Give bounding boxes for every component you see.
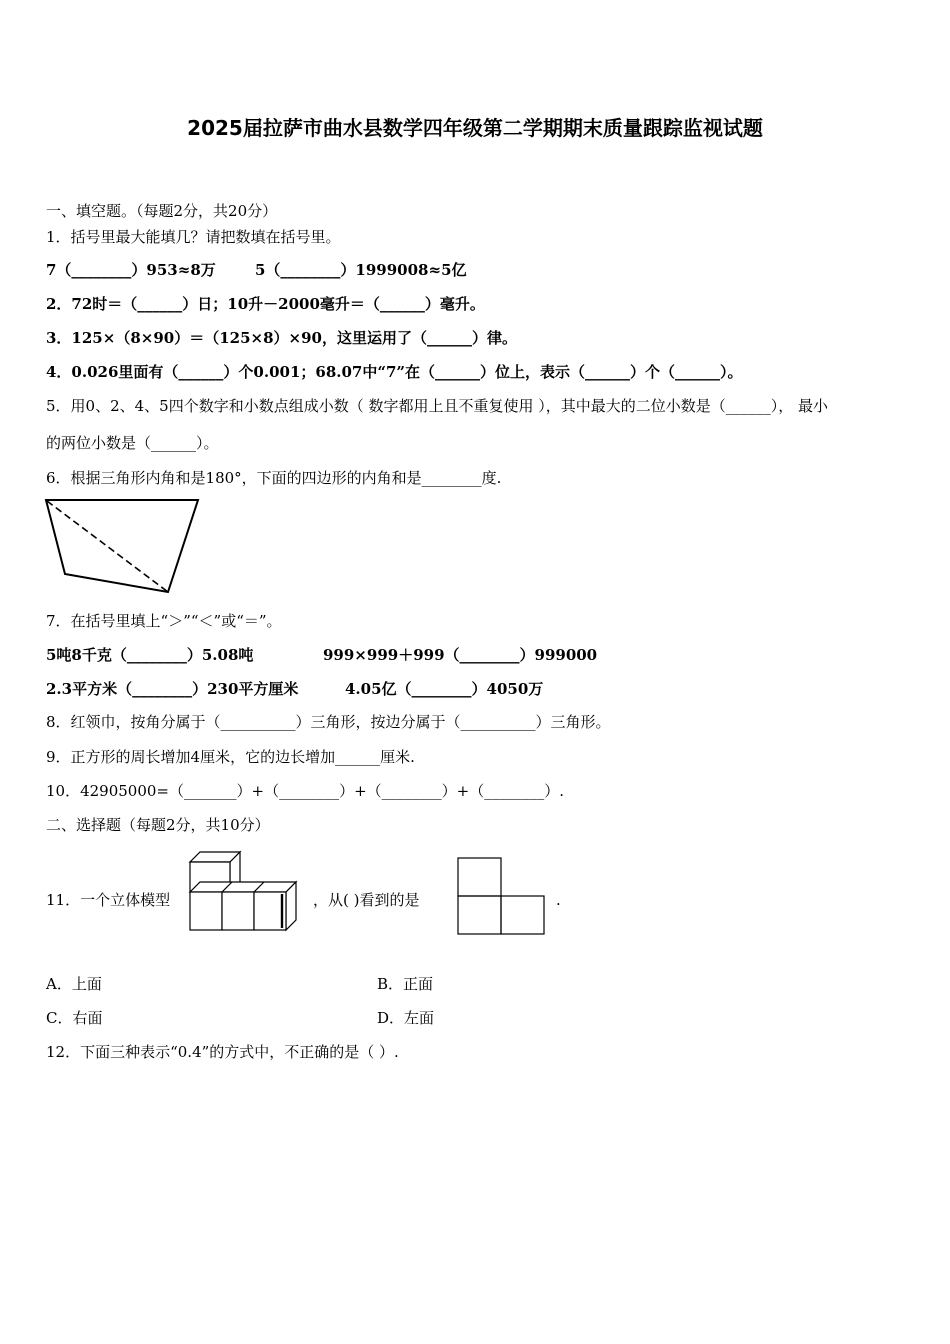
- q10: 10．42905000=（_______）+（________）+（________）+（________）.: [46, 782, 564, 800]
- q11-stem: 11．一个立体模型: [46, 891, 171, 909]
- q1-a: 7（________）953≈8万: [46, 261, 216, 279]
- q6: 6．根据三角形内角和是180°，下面的四边形的内角和是________度.: [46, 469, 502, 487]
- q11-option-d: D．左面: [377, 1009, 435, 1027]
- q8: 8．红领巾，按角分属于（__________）三角形，按边分属于（__________）三角形。: [46, 713, 611, 731]
- q9: 9．正方形的周长增加4厘米，它的边长增加______厘米.: [46, 748, 415, 766]
- q11-mid: ，从( )看到的是: [313, 891, 420, 909]
- q1-stem: 1．括号里最大能填几？请把数填在括号里。: [46, 228, 341, 246]
- cube-model-figure: [188, 848, 300, 934]
- q3: 3．125×（8×90）＝（125×8）×90，这里运用了（______）律。: [46, 329, 517, 347]
- q7-stem: 7．在括号里填上“＞”“＜”或“＝”。: [46, 612, 282, 630]
- q7-a: 5吨8千克（________）5.08吨: [46, 646, 254, 664]
- section-2-heading: 二、选择题（每题2分，共10分）: [46, 816, 270, 834]
- quadrilateral-figure: [44, 497, 202, 595]
- q5-line1: 5．用0、2、4、5四个数字和小数点组成小数（ 数字都用上且不重复使用 ），其中最大的二位小数是（______）， 最小: [46, 397, 829, 415]
- q12: 12．下面三种表示“0.4”的方式中，不正确的是（ ）.: [46, 1043, 399, 1061]
- q11-option-c: C．右面: [46, 1009, 103, 1027]
- q1-b: 5（________）1999008≈5亿: [255, 261, 467, 279]
- q7-b: 999×999＋999（________）999000: [323, 646, 598, 664]
- q11-end: .: [556, 891, 561, 909]
- section-1-heading: 一、填空题。（每题2分，共20分）: [46, 202, 278, 220]
- q5-line2: 的两位小数是（______）。: [46, 434, 219, 452]
- page-title: 2025届拉萨市曲水县数学四年级第二学期期末质量跟踪监视试题: [187, 116, 763, 140]
- q11-option-a: A．上面: [46, 975, 102, 993]
- view-answer-figure: [456, 856, 548, 938]
- q4: 4．0.026里面有（______）个0.001；68.07中“7”在（______）位上，表示（______）个（______）。: [46, 363, 743, 381]
- q11-option-b: B．正面: [377, 975, 434, 993]
- q7-c: 2.3平方米（________）230平方厘米: [46, 680, 299, 698]
- q2: 2．72时＝（______）日；10升－2000毫升＝（______）毫升。: [46, 295, 485, 313]
- q7-d: 4.05亿（________）4050万: [345, 680, 544, 698]
